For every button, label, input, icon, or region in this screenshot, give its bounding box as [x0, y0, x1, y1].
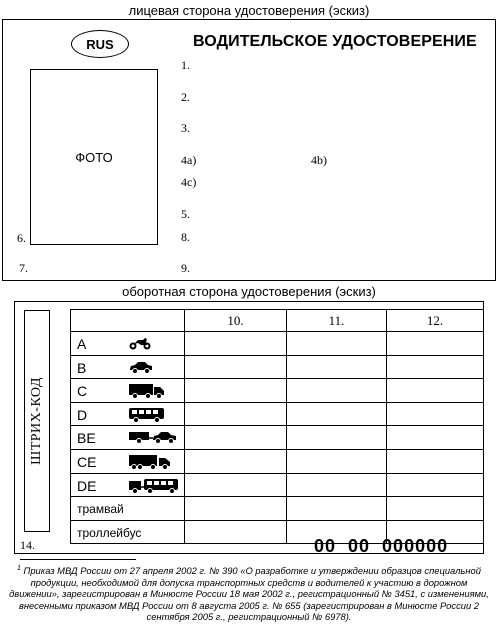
category-cell-tram [71, 497, 185, 521]
header-empty [71, 310, 185, 332]
category-cell-ce [71, 449, 185, 473]
table-row [71, 473, 484, 497]
serial-number: 00 00 000000 [314, 536, 449, 556]
front-caption: лицевая сторона удостоверения (эскиз) [128, 3, 370, 18]
category-cell-d [71, 402, 185, 426]
category-label: D [77, 406, 88, 423]
footnote-text: Приказ МВД России от 27 апреля 2002 г. № 390 «О разработке и утверждении образцов специальной продукции, необходимой для допуска транспортных средств и водителей к участию в дорожном движении», зарегистрирован в Минюсте России 18 мая 2002 г., регистрационный № 3451, с изменениями, внесенными приказом МВД России от 8 августа 2005 г. № 655 (зарегистрирован в Минюсте России 2 сентября 2005 г., регистрационный № 6978). [9, 565, 489, 623]
car-trailer-icon [129, 430, 177, 444]
category-cell-trolleybus [71, 520, 185, 544]
field-9: 9. [181, 261, 190, 275]
country-code: RUS [86, 36, 114, 52]
country-code-oval [71, 30, 129, 58]
truck-icon [129, 383, 165, 399]
category-cell-b [71, 355, 185, 379]
category-label: B [77, 359, 87, 376]
category-label: A [77, 336, 87, 352]
category-label: трамвай [77, 502, 124, 517]
header-col-12: 12. [387, 310, 484, 332]
table-row [71, 497, 484, 521]
table-row [71, 379, 484, 403]
header-col-10: 10. [185, 310, 287, 332]
category-label: BE [77, 430, 96, 447]
category-cell-be [71, 426, 185, 450]
field-7: 7. [19, 261, 28, 275]
table-row [71, 449, 484, 473]
category-label: CE [77, 453, 97, 470]
category-label: DE [77, 477, 97, 494]
field-4c: 4c) [181, 175, 197, 189]
category-cell-a [71, 332, 185, 356]
field-4b: 4b) [311, 153, 327, 167]
photo-placeholder [30, 69, 158, 245]
category-label: троллейбус [77, 525, 142, 540]
field-1: 1. [181, 58, 190, 72]
barcode-label: ШТРИХ-КОД [29, 377, 45, 465]
motorcycle-icon [129, 336, 151, 350]
license-title: ВОДИТЕЛЬСКОЕ УДОСТОВЕРЕНИЕ [193, 33, 477, 50]
field-6: 6. [17, 231, 26, 245]
category-label: C [77, 383, 88, 400]
field-3: 3. [181, 121, 190, 135]
footnote-marker: 1 [17, 565, 21, 572]
categories-table [70, 309, 484, 544]
table-row [71, 402, 484, 426]
table-row [71, 332, 484, 356]
field-5: 5. [181, 207, 190, 221]
footnote [8, 563, 490, 623]
field-4a: 4a) [181, 153, 197, 167]
header-col-11: 11. [287, 310, 387, 332]
category-cell-c [71, 379, 185, 403]
table-row [71, 355, 484, 379]
truck-trailer-icon [129, 454, 171, 470]
car-icon [129, 360, 153, 374]
table-row [71, 426, 484, 450]
footnote-rule [20, 559, 136, 560]
bus-icon [129, 407, 165, 423]
bus-trailer-icon [129, 478, 179, 494]
table-header-row [71, 310, 484, 332]
field-2: 2. [181, 90, 190, 104]
field-8: 8. [181, 230, 190, 244]
category-cell-de [71, 473, 185, 497]
back-caption: оборотная сторона удостоверения (эскиз) [122, 284, 376, 299]
field-14: 14. [20, 538, 35, 552]
barcode-box [24, 310, 50, 532]
photo-label: ФОТО [75, 149, 113, 165]
